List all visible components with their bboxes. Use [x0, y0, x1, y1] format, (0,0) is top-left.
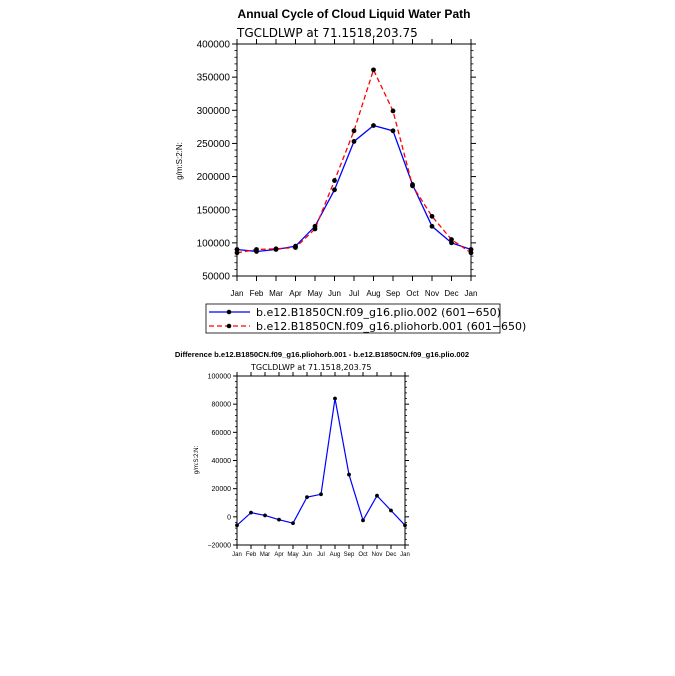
- data-point-0: [361, 518, 365, 522]
- series-line-0: [237, 126, 471, 252]
- x-tick-label: Jul: [348, 289, 360, 298]
- data-point-0: [249, 511, 253, 515]
- data-point-0: [403, 523, 407, 527]
- data-point-1: [274, 246, 279, 251]
- data-point-1: [313, 227, 318, 232]
- data-point-0: [235, 523, 239, 527]
- data-point-0: [391, 128, 396, 133]
- y-tick-label: 50000: [202, 271, 230, 283]
- data-point-0: [333, 397, 337, 401]
- data-point-1: [449, 237, 454, 242]
- data-point-1: [293, 245, 298, 250]
- chart2-ylabel: g/m:S:2:N:: [194, 445, 200, 475]
- x-tick-label: Feb: [245, 552, 257, 558]
- data-point-0: [305, 495, 309, 499]
- chart1-subtitle: TGCLDLWP at 71.1518,203.75: [237, 26, 418, 40]
- data-point-1: [410, 183, 415, 188]
- x-tick-label: Mar: [259, 552, 271, 558]
- chart1-legend: [206, 304, 526, 333]
- data-point-0: [291, 521, 295, 525]
- data-point-0: [263, 514, 267, 518]
- x-tick-label: Oct: [358, 552, 368, 558]
- x-tick-label: May: [307, 289, 323, 298]
- x-tick-label: Sep: [343, 552, 355, 558]
- x-tick-label: Jan: [230, 289, 244, 298]
- data-point-1: [254, 247, 259, 252]
- chart-difference: [175, 350, 469, 558]
- data-point-0: [332, 187, 337, 192]
- data-point-0: [352, 139, 357, 144]
- x-tick-label: Jun: [302, 552, 312, 558]
- x-tick-label: Feb: [249, 289, 264, 298]
- series-line-1: [237, 70, 471, 253]
- x-tick-label: Aug: [329, 552, 341, 558]
- y-tick-label: 100000: [207, 373, 231, 381]
- data-point-1: [430, 214, 435, 219]
- data-point-0: [430, 224, 435, 229]
- x-tick-label: Jun: [328, 289, 341, 298]
- chart1-ylabel: g/m:S:2:N:: [175, 142, 184, 180]
- legend-marker-pliohorb: [227, 324, 232, 329]
- x-tick-label: Jan: [232, 552, 242, 558]
- data-point-1: [235, 250, 240, 255]
- data-point-0: [277, 518, 281, 522]
- x-tick-label: Jul: [317, 552, 325, 558]
- y-tick-label: 350000: [196, 72, 230, 84]
- y-tick-label: 100000: [196, 238, 230, 250]
- legend-marker-plio: [227, 310, 232, 315]
- series-line-0: [237, 399, 405, 526]
- data-point-1: [371, 67, 376, 72]
- legend-label-pliohorb: b.e12.B1850CN.f09_g16.pliohorb.001 (601−650): [256, 320, 527, 333]
- data-point-1: [352, 128, 357, 133]
- x-tick-label: Sep: [385, 289, 401, 298]
- y-tick-label: 150000: [196, 205, 230, 217]
- chart1-title: Annual Cycle of Cloud Liquid Water Path: [237, 7, 471, 21]
- data-point-0: [389, 509, 393, 513]
- x-tick-label: Oct: [406, 289, 419, 298]
- chart2-title: Difference b.e12.B1850CN.f09_g16.pliohorb.001 - b.e12.B1850CN.f09_g16.plio.002: [174, 350, 470, 359]
- chart-annual-cycle: [175, 7, 526, 333]
- y-tick-label: 200000: [196, 172, 230, 184]
- legend-label-plio: b.e12.B1850CN.f09_g16.plio.002 (601−650): [256, 306, 501, 319]
- data-point-0: [347, 473, 351, 477]
- x-tick-label: Nov: [371, 552, 383, 558]
- data-point-1: [469, 250, 474, 255]
- x-tick-label: May: [287, 552, 299, 558]
- y-tick-label: −20000: [207, 542, 231, 550]
- x-tick-label: Jan: [400, 552, 410, 558]
- data-point-1: [391, 109, 396, 114]
- x-tick-label: Nov: [424, 289, 440, 298]
- y-tick-label: 80000: [211, 401, 231, 409]
- y-tick-label: 0: [227, 514, 231, 522]
- y-tick-label: 250000: [196, 139, 230, 151]
- y-tick-label: 300000: [196, 105, 230, 117]
- chart1-plot-frame: [237, 44, 471, 276]
- data-point-0: [371, 123, 376, 128]
- y-tick-label: 40000: [211, 458, 231, 466]
- chart2-plot-frame: [237, 376, 405, 545]
- y-tick-label: 20000: [211, 486, 231, 494]
- x-tick-label: Jan: [464, 289, 478, 298]
- x-tick-label: Apr: [274, 552, 284, 558]
- x-tick-label: Aug: [366, 289, 381, 298]
- chart2-subtitle: TGCLDLWP at 71.1518,203.75: [251, 363, 372, 372]
- data-point-1: [332, 178, 337, 183]
- y-tick-label: 400000: [196, 39, 230, 51]
- y-tick-label: 60000: [211, 429, 231, 437]
- x-tick-label: Dec: [444, 289, 459, 298]
- data-point-0: [375, 494, 379, 498]
- x-tick-label: Mar: [269, 289, 283, 298]
- x-tick-label: Dec: [385, 552, 397, 558]
- x-tick-label: Apr: [289, 289, 302, 298]
- data-point-0: [319, 492, 323, 496]
